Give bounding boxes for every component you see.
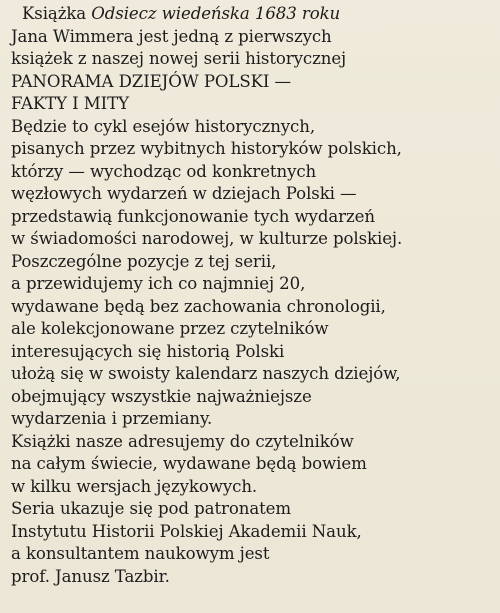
body-line: wydawane będą bez zachowania chronologii, — [11, 296, 386, 316]
body-line: węzłowych wydarzeń w dziejach Polski — — [11, 184, 357, 203]
body-line: prof. Janusz Tazbir. — [11, 566, 170, 586]
body-line: którzy — wychodząc od konkretnych — [11, 161, 317, 181]
series-name-line-2: FAKTY I MITY — [11, 94, 129, 113]
body-line: pisanych przez wybitnych historyków polskich, — [11, 139, 402, 158]
series-name-line-1: PANORAMA DZIEJÓW POLSKI — — [11, 71, 292, 91]
series-description — [11, 3, 497, 588]
intro-line-3: książek z naszej nowej serii historycznej — [11, 49, 347, 68]
body-line: Poszczególne pozycje z tej serii, — [11, 251, 277, 271]
body-line: w świadomości narodowej, w kulturze polskiej. — [11, 229, 403, 248]
body-line: obejmujący wszystkie najważniejsze — [11, 386, 312, 406]
body-line: Seria ukazuje się pod patronatem — [11, 499, 292, 518]
body-line: wydarzenia i przemiany. — [11, 409, 213, 428]
body-line: w kilku wersjach językowych. — [11, 476, 258, 496]
intro-prefix: Książka — [22, 4, 92, 23]
body-line: na całym świecie, wydawane będą bowiem — [11, 454, 367, 473]
intro-line-1 — [11, 3, 497, 26]
body-line: a konsultantem naukowym jest — [11, 544, 270, 563]
body-line: Instytutu Historii Polskiej Akademii Nauk, — [11, 521, 362, 541]
body-line: ale kolekcjonowane przez czytelników — [11, 319, 329, 338]
body-line: interesujących się historią Polski — [11, 341, 285, 361]
body-line: Będzie to cykl esejów historycznych, — [11, 116, 316, 136]
book-title: Odsiecz wiedeńska 1683 roku — [91, 4, 341, 23]
body-line: przedstawią funkcjonowanie tych wydarzeń — [11, 206, 375, 226]
body-line: ułożą się w swoisty kalendarz naszych dziejów, — [11, 364, 401, 383]
intro-line-2: Jana Wimmera jest jedną z pierwszych — [11, 26, 332, 46]
body-line: a przewidujemy ich co najmniej 20, — [11, 274, 306, 293]
body-line: Książki nasze adresujemy do czytelników — [11, 431, 354, 451]
